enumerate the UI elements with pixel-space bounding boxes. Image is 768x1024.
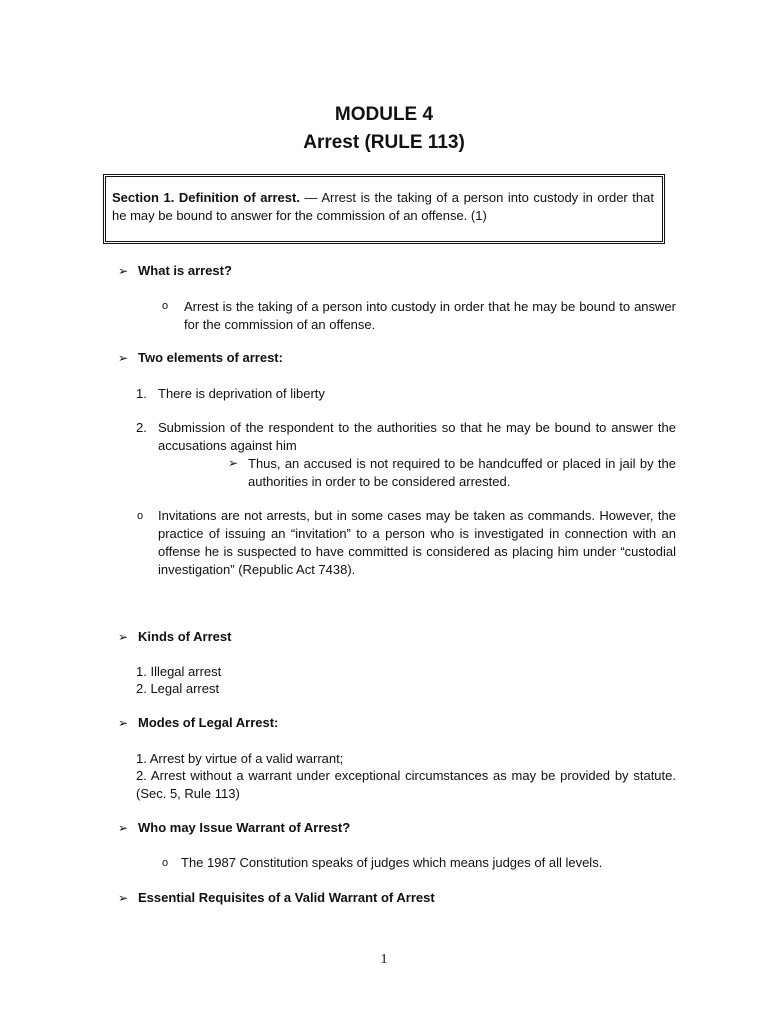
question-what-is-arrest	[118, 263, 232, 278]
definition-text: — Arrest is the taking of a person into custody in order that he may be bound to answer for the commission of an offense. (1)	[112, 190, 654, 223]
arrow-bullet-icon: ➢	[118, 821, 129, 835]
section-heading: Kinds of Arrest	[138, 629, 232, 644]
question-essential-requisites	[118, 890, 435, 905]
list-item: 2. Arrest without a warrant under exceptional circumstances as may be provided by statute. (Sec. 5, Rule 113)	[136, 768, 676, 801]
module-title: MODULE 4	[334, 104, 434, 125]
definition-box	[103, 174, 665, 244]
note-text: Invitations are not arrests, but in some cases may be taken as commands. However, the practice of issuing an “invitation” to a person who is investigated in connection with an offense he is suspected to have committed is considered as placing him under “custodial investigation” (Republic Act 7438).	[158, 508, 676, 577]
arrow-bullet-icon: ➢	[118, 351, 129, 365]
arrow-bullet-icon: ➢	[118, 630, 129, 644]
answer-text: Arrest is the taking of a person into custody in order that he may be bound to answer for the commission of an offense.	[184, 299, 676, 332]
section-heading: What is arrest?	[138, 263, 232, 278]
circle-bullet-icon: o	[137, 510, 144, 522]
definition-heading: Section 1. Definition of arrest.	[112, 190, 300, 205]
module-subtitle: Arrest (RULE 113)	[303, 132, 465, 153]
circle-bullet-icon: o	[162, 300, 169, 312]
list-item: 2. Legal arrest	[136, 681, 220, 696]
question-two-elements	[118, 350, 283, 365]
list-item: There is deprivation of liberty	[158, 386, 325, 401]
page-number: 1	[380, 952, 388, 967]
arrow-bullet-icon: ➢	[228, 456, 239, 470]
sub-point: Thus, an accused is not required to be handcuffed or placed in jail by the authorities in order to be considered arrested.	[248, 456, 676, 489]
list-number: 2.	[136, 420, 147, 435]
section-heading: Two elements of arrest:	[138, 350, 283, 365]
list-item: Submission of the respondent to the authorities so that he may be bound to answer the accusations against him	[158, 420, 676, 453]
list-item: 1. Arrest by virtue of a valid warrant;	[136, 751, 344, 766]
arrow-bullet-icon: ➢	[118, 716, 129, 730]
list-item: 1. Illegal arrest	[136, 664, 222, 679]
question-who-may-issue	[118, 820, 350, 835]
section-heading: Modes of Legal Arrest:	[138, 715, 279, 730]
section-heading: Who may Issue Warrant of Arrest?	[138, 820, 351, 835]
question-kinds	[118, 629, 231, 644]
arrow-bullet-icon: ➢	[118, 264, 129, 278]
answer-text: The 1987 Constitution speaks of judges which means judges of all levels.	[181, 855, 603, 870]
arrow-bullet-icon: ➢	[118, 891, 129, 905]
question-modes	[118, 715, 278, 730]
circle-bullet-icon: o	[162, 857, 169, 869]
section-heading: Essential Requisites of a Valid Warrant of Arrest	[138, 890, 435, 905]
list-number: 1.	[136, 386, 147, 401]
